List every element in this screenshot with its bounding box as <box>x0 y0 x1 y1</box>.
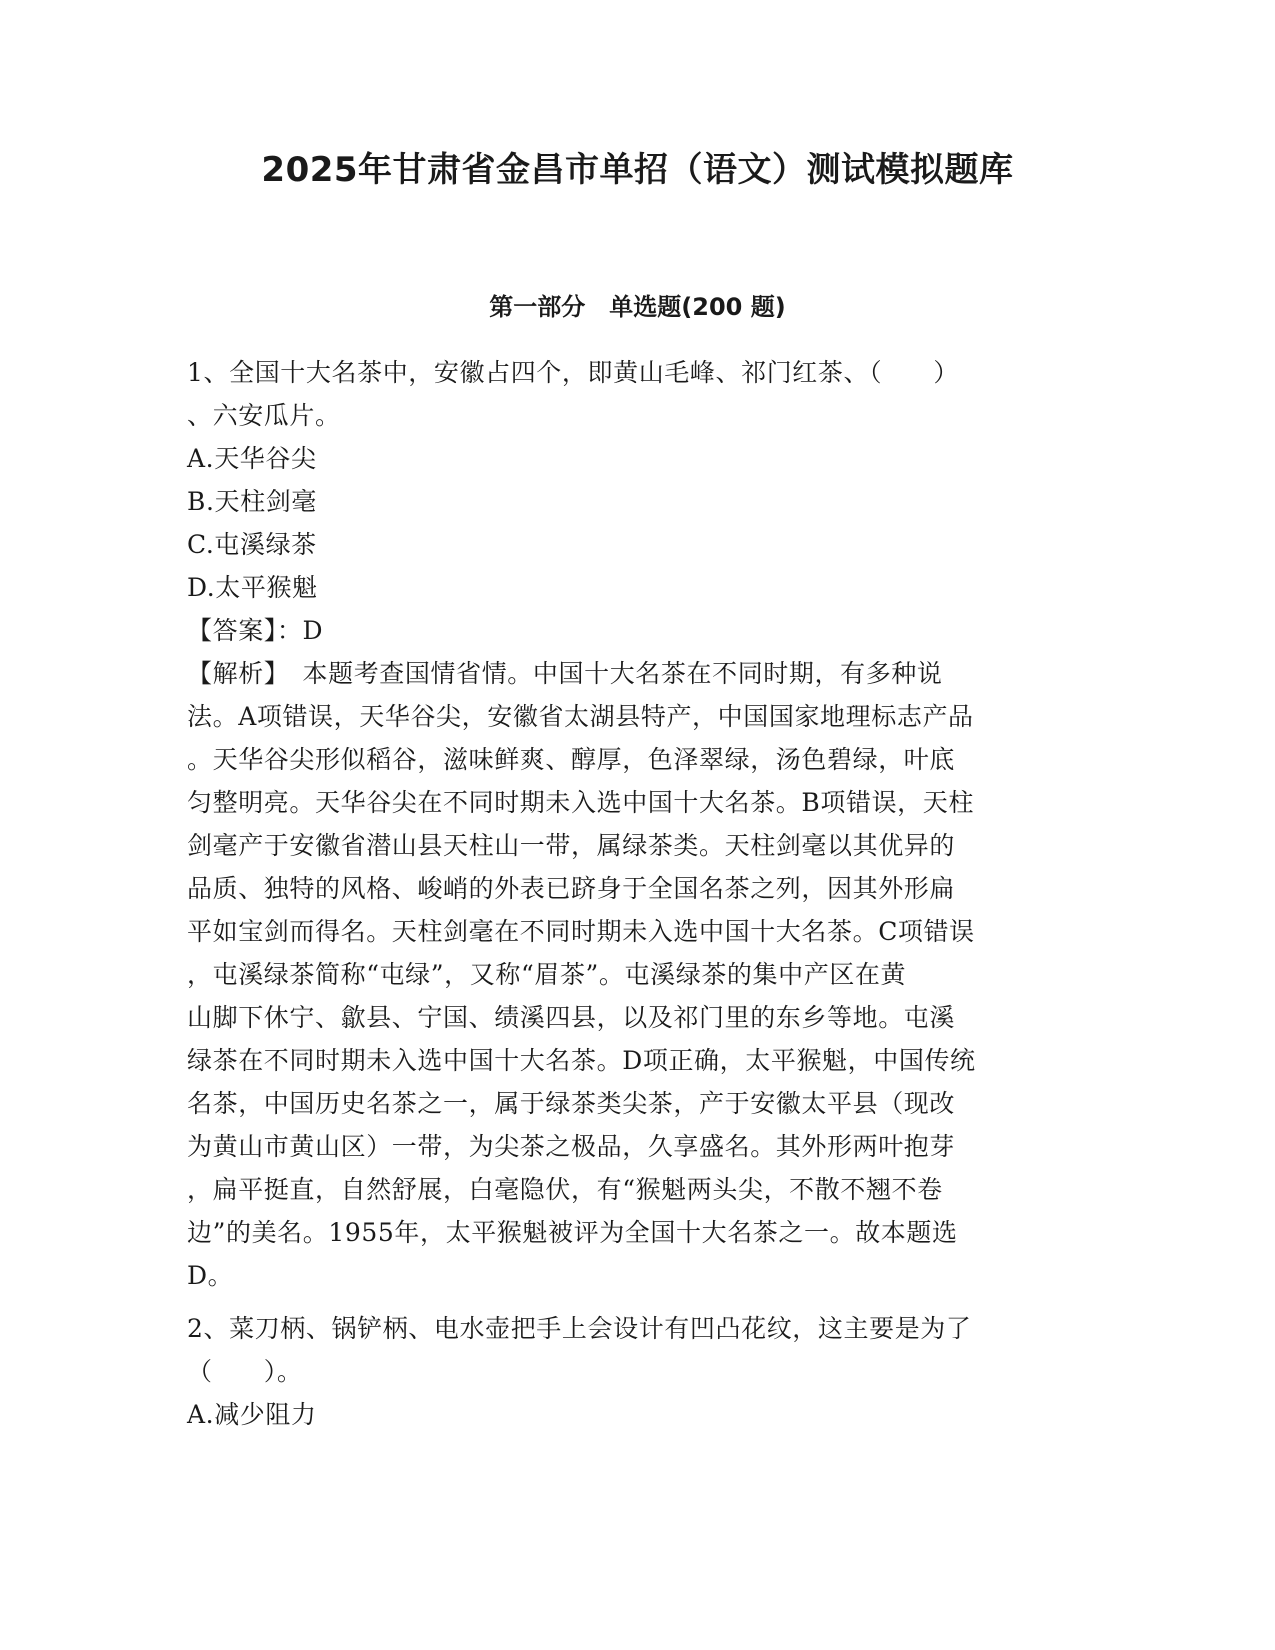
question-stem-line: （ ）。 <box>187 1357 303 1386</box>
option-a: A.天华谷尖 <box>187 444 317 473</box>
analysis-line: 品质、独特的风格、峻峭的外表已跻身于全国名茶之列，因其外形扁 <box>187 874 956 903</box>
analysis-line: 边”的美名。1955年，太平猴魁被评为全国十大名茶之一。故本题选 <box>187 1218 958 1247</box>
analysis-line: 绿茶在不同时期未入选中国十大名茶。D项正确，太平猴魁，中国传统 <box>187 1046 976 1075</box>
analysis-line: 。天华谷尖形似稻谷，滋味鲜爽、醇厚，色泽翠绿，汤色碧绿，叶底 <box>187 745 956 774</box>
analysis-line: 剑毫产于安徽省潜山县天柱山一带，属绿茶类。天柱剑毫以其优异的 <box>187 831 956 860</box>
analysis-line: 平如宝剑而得名。天柱剑毫在不同时期未入选中国十大名茶。C项错误 <box>187 917 975 946</box>
analysis-line: 【解析】 本题考查国情省情。中国十大名茶在不同时期，有多种说 <box>187 659 943 688</box>
question-spacer <box>187 1297 1089 1307</box>
section-title: 第一部分 单选题(200 题) <box>489 293 786 321</box>
question-stem-line: 1、全国十大名茶中，安徽占四个，即黄山毛峰、祁门红茶、（ ） <box>187 358 960 387</box>
option-a: A.减少阻力 <box>187 1400 317 1429</box>
question-2 <box>187 1307 1089 1436</box>
analysis-line: 匀整明亮。天华谷尖在不同时期未入选中国十大名茶。B项错误，天柱 <box>187 788 974 817</box>
question-stem-line: 2、菜刀柄、锅铲柄、电水壶把手上会设计有凹凸花纹，这主要是为了 <box>187 1314 972 1343</box>
analysis-line: D。 <box>187 1261 234 1290</box>
analysis-line: 为黄山市黄山区）一带，为尖茶之极品，久享盛名。其外形两叶抱芽 <box>187 1132 956 1161</box>
document-title: 2025年甘肃省金昌市单招（语文）测试模拟题库 <box>261 150 1014 190</box>
answer-line: 【答案】：D <box>187 616 324 645</box>
option-d: D.太平猴魁 <box>187 573 318 602</box>
analysis-line: 山脚下休宁、歙县、宁国、绩溪四县，以及祁门里的东乡等地。屯溪 <box>187 1003 956 1032</box>
analysis-line: 法。A项错误，天华谷尖，安徽省太湖县特产，中国国家地理标志产品 <box>187 702 974 731</box>
analysis-line: 名茶，中国历史名茶之一，属于绿茶类尖茶，产于安徽太平县（现改 <box>187 1089 956 1118</box>
document-body <box>187 351 1089 1436</box>
question-stem-line: 、六安瓜片。 <box>187 401 341 430</box>
option-c: C.屯溪绿茶 <box>187 530 317 559</box>
question-1 <box>187 351 1089 1297</box>
analysis-line: ，屯溪绿茶简称“屯绿”，又称“眉茶”。屯溪绿茶的集中产区在黄 <box>187 960 907 989</box>
analysis-line: ，扁平挺直，自然舒展，白毫隐伏，有“猴魁两头尖，不散不翘不卷 <box>187 1175 943 1204</box>
option-b: B.天柱剑毫 <box>187 487 317 516</box>
